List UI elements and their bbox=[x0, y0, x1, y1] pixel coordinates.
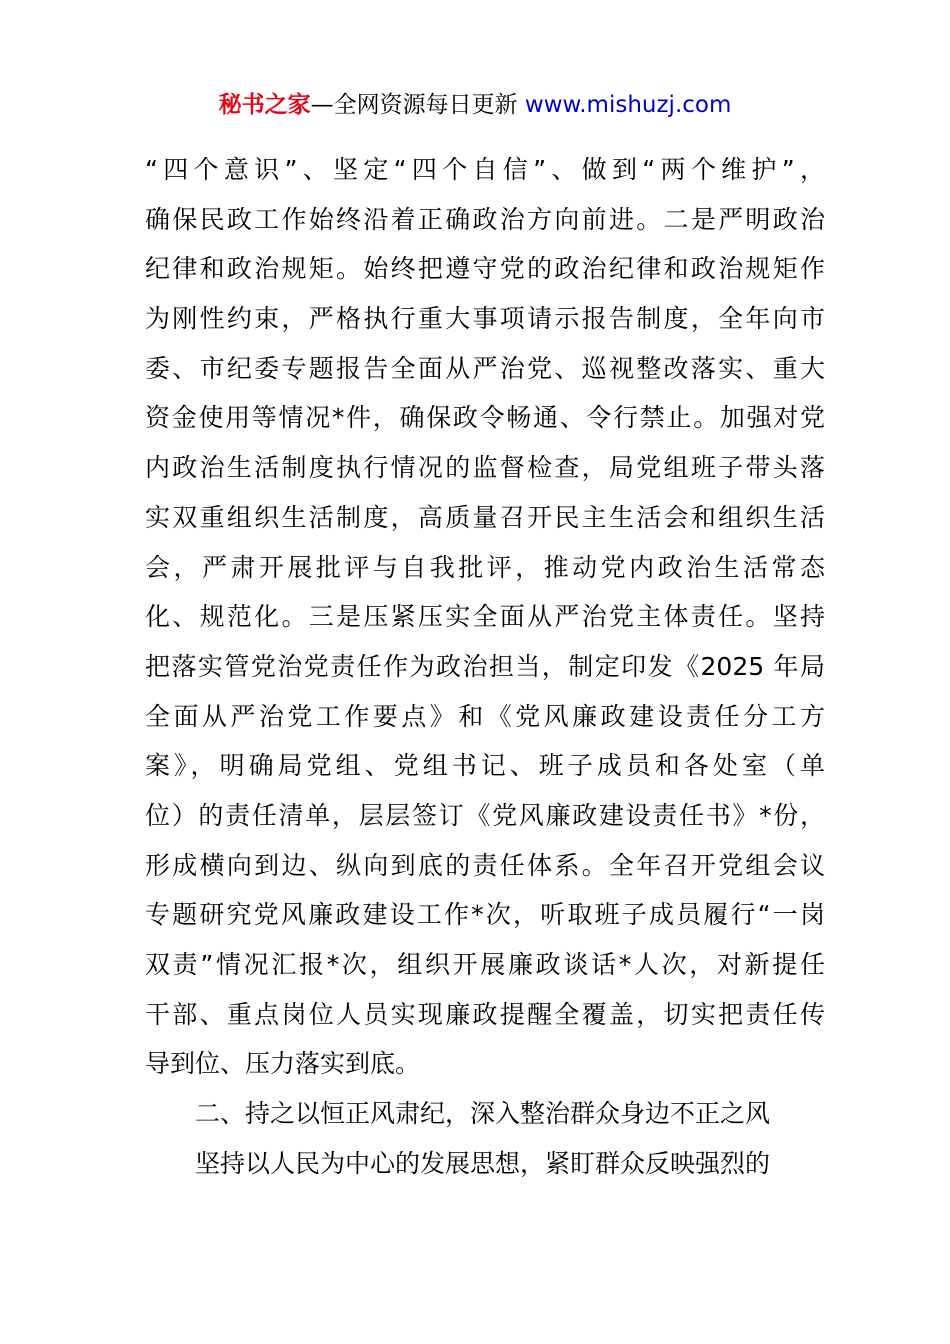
body-line: 专题研究党风廉政建设工作*次，听取班子成员履行“一岗 bbox=[145, 900, 825, 930]
body-line: 确保民政工作始终沿着正确政治方向前进。二是严明政治 bbox=[145, 204, 825, 234]
body-line: 双责”情况汇报*次，组织开展廉政谈话*人次，对新提任 bbox=[145, 950, 825, 979]
document-body bbox=[145, 145, 825, 1188]
body-line: 导到位、压力落实到底。 bbox=[145, 1049, 421, 1079]
body-line: 内政治生活制度执行情况的监督检查，局党组班子带头落 bbox=[145, 453, 825, 483]
header-tagline: —全网资源每日更新 bbox=[310, 92, 518, 118]
body-line: “四个意识”、坚定“四个自信”、做到“两个维护”， bbox=[145, 155, 825, 184]
body-line: 资金使用等情况*件，确保政令畅通、令行禁止。加强对党 bbox=[145, 403, 825, 433]
body-line: 纪律和政治规矩。始终把遵守党的政治纪律和政治规矩作 bbox=[145, 254, 825, 284]
body-line: 化、规范化。三是压紧压实全面从严治党主体责任。坚持 bbox=[145, 602, 825, 632]
site-url-link[interactable]: www.mishuzj.com bbox=[524, 92, 732, 118]
body-line: 案》，明确局党组、党组书记、班子成员和各处室（单 bbox=[145, 751, 825, 781]
body-line: 全面从严治党工作要点》和《党风廉政建设责任分工方 bbox=[145, 701, 825, 731]
body-line: 委、市纪委专题报告全面从严治党、巡视整改落实、重大 bbox=[145, 353, 825, 383]
body-line: 形成横向到边、纵向到底的责任体系。全年召开党组会议 bbox=[145, 850, 825, 880]
body-line: 为刚性约束，严格执行重大事项请示报告制度，全年向市 bbox=[145, 304, 825, 334]
body-line: 实双重组织生活制度，高质量召开民主生活会和组织生活 bbox=[145, 502, 825, 532]
page-header bbox=[0, 88, 950, 122]
body-line: 坚持以人民为中心的发展思想，紧盯群众反映强烈的 bbox=[195, 1148, 771, 1178]
brand-name: 秘书之家 bbox=[218, 92, 311, 118]
body-line: 会，严肃开展批评与自我批评，推动党内政治生活常态 bbox=[145, 552, 825, 582]
body-line: 干部、重点岗位人员实现廉政提醒全覆盖，切实把责任传 bbox=[145, 999, 825, 1029]
body-line: 把落实管党治党责任作为政治担当，制定印发《2025 年局 bbox=[145, 651, 825, 681]
body-line: 位）的责任清单，层层签订《党风廉政建设责任书》*份， bbox=[145, 800, 825, 830]
section-heading: 二、持之以恒正风肃纪，深入整治群众身边不正之风 bbox=[195, 1099, 771, 1129]
